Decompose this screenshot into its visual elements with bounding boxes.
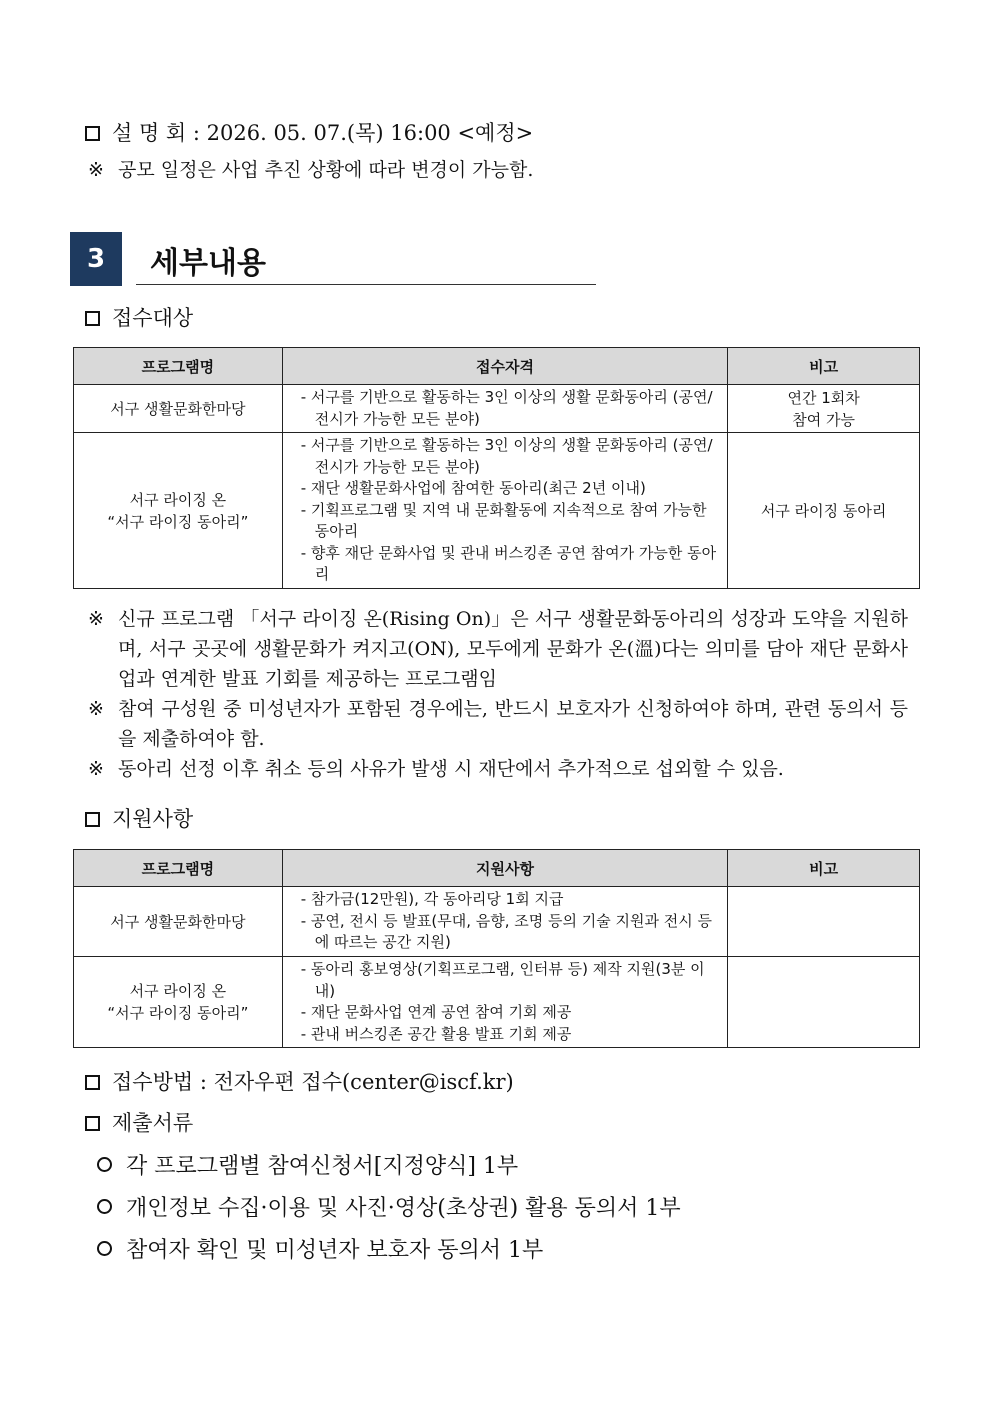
checkbox-icon bbox=[85, 126, 100, 141]
checkbox-icon bbox=[85, 1116, 100, 1131]
submission-label: 접수방법 bbox=[112, 1070, 194, 1094]
document-item bbox=[97, 1149, 518, 1180]
program-name: 서구 라이징 온 bbox=[129, 982, 227, 1000]
support-heading bbox=[85, 803, 193, 833]
list-item: - 재단 문화사업 연계 공연 참여 기회 제공 bbox=[300, 1003, 572, 1021]
document-text: 참여자 확인 및 미성년자 보호자 동의서 1부 bbox=[126, 1238, 544, 1263]
items-cell bbox=[282, 957, 727, 1048]
program-name: 서구 생활문화한마당 bbox=[110, 912, 246, 931]
program-subname: “서구 라이징 동아리” bbox=[107, 1004, 249, 1022]
list-item: - 참가금(12만원), 각 동아리당 1회 지급 bbox=[300, 890, 564, 909]
program-name: 서구 라이징 온 bbox=[129, 490, 227, 509]
header-program: 프로그램명 bbox=[74, 348, 283, 385]
document-text: 각 프로그램별 참여신청서[지정양식] 1부 bbox=[126, 1154, 519, 1179]
document-item bbox=[97, 1233, 543, 1264]
list-item: - 재단 생활문화사업에 참여한 동아리(최근 2년 이내) bbox=[300, 479, 646, 498]
list-item: - 기획프로그램 및 지역 내 문화활동에 지속적으로 참여 가능한 동아리 bbox=[300, 500, 707, 541]
remark-cell bbox=[728, 957, 920, 1048]
note-mark: ※ bbox=[88, 608, 104, 630]
table-row bbox=[74, 957, 920, 1048]
documents-heading bbox=[85, 1107, 193, 1137]
circle-bullet-icon bbox=[97, 1199, 112, 1214]
remark-cell bbox=[728, 433, 920, 589]
section-number: 3 bbox=[70, 232, 122, 286]
remark-line: 연간 1회차 bbox=[787, 388, 860, 407]
program-cell bbox=[74, 385, 283, 433]
list-item: - 향후 재단 문화사업 및 관내 버스킹존 공연 참여가 가능한 동아리 bbox=[300, 543, 717, 584]
checkbox-icon bbox=[85, 812, 100, 827]
remark-cell bbox=[728, 385, 920, 433]
briefing-label: 설 명 회 bbox=[112, 121, 187, 145]
briefing-note bbox=[88, 155, 908, 185]
checkbox-icon bbox=[85, 311, 100, 326]
note-1 bbox=[88, 604, 908, 694]
documents-heading-text: 제출서류 bbox=[112, 1111, 194, 1135]
header-remark: 비고 bbox=[728, 348, 920, 385]
program-cell bbox=[74, 433, 283, 589]
list-item: - 서구를 기반으로 활동하는 3인 이상의 생활 문화동아리 (공연/전시가 가능한 모든 분야) bbox=[300, 388, 713, 428]
remark-cell bbox=[728, 887, 920, 957]
table-row bbox=[74, 887, 920, 957]
table-header-row bbox=[74, 348, 920, 385]
table-row bbox=[74, 433, 920, 589]
list-item: - 서구를 기반으로 활동하는 3인 이상의 생활 문화동아리 (공연/전시가 가능한 모든 분야) bbox=[300, 436, 713, 476]
table-header-row bbox=[74, 850, 920, 887]
header-eligibility: 접수자격 bbox=[282, 348, 727, 385]
briefing-line bbox=[85, 117, 533, 147]
note-text: 참여 구성원 중 미성년자가 포함된 경우에는, 반드시 보호자가 신청하여야 하며, 관련 동의서 등을 제출하여야 함. bbox=[118, 698, 908, 750]
program-cell bbox=[74, 957, 283, 1048]
note-mark: ※ bbox=[88, 758, 104, 780]
submission-line bbox=[85, 1066, 514, 1096]
eligibility-heading-text: 접수대상 bbox=[112, 306, 194, 330]
note-mark: ※ bbox=[88, 698, 104, 720]
circle-bullet-icon bbox=[97, 1157, 112, 1172]
section-title: 세부내용 bbox=[150, 246, 266, 281]
header-remark: 비고 bbox=[728, 850, 920, 887]
program-subname: “서구 라이징 동아리” bbox=[107, 512, 249, 531]
briefing-value: : 2026. 05. 07.(목) 16:00 <예정> bbox=[192, 121, 534, 145]
list-item: - 동아리 홍보영상(기획프로그램, 인터뷰 등) 제작 지원(3분 이내) bbox=[300, 960, 705, 1000]
remark-line: 서구 라이징 동아리 bbox=[760, 501, 887, 520]
items-cell bbox=[282, 433, 727, 589]
list-item: - 관내 버스킹존 공간 활용 발표 기회 제공 bbox=[300, 1024, 572, 1043]
submission-value: : 전자우편 접수(center@iscf.kr) bbox=[199, 1070, 514, 1094]
note-mark: ※ bbox=[88, 159, 104, 181]
section-rule bbox=[136, 284, 596, 285]
note-2 bbox=[88, 694, 908, 754]
items-cell bbox=[282, 887, 727, 957]
eligibility-table bbox=[73, 347, 920, 589]
note-text: 동아리 선정 이후 취소 등의 사유가 발생 시 재단에서 추가적으로 섭외할 수 있음. bbox=[118, 758, 784, 780]
program-name: 서구 생활문화한마당 bbox=[110, 399, 246, 418]
document-text: 개인정보 수집·이용 및 사진·영상(초상권) 활용 동의서 1부 bbox=[126, 1196, 681, 1221]
eligibility-heading bbox=[85, 302, 193, 332]
list-item: - 공연, 전시 등 발표(무대, 음향, 조명 등의 기술 지원과 전시 등에 따르는 공간 지원) bbox=[300, 911, 713, 952]
note-3 bbox=[88, 754, 908, 784]
checkbox-icon bbox=[85, 1075, 100, 1090]
support-heading-text: 지원사항 bbox=[112, 807, 194, 831]
program-cell bbox=[74, 887, 283, 957]
circle-bullet-icon bbox=[97, 1241, 112, 1256]
document-item bbox=[97, 1191, 681, 1222]
briefing-note-text: 공모 일정은 사업 추진 상황에 따라 변경이 가능함. bbox=[118, 159, 534, 181]
note-text: 신규 프로그램 「서구 라이징 온(Rising On)」은 서구 생활문화동아리의 성장과 도약을 지원하며, 서구 곳곳에 생활문화가 켜지고(ON), 모두에게 문화가 온(溫)다는 의미를 담아 재단 문화사업과 연계한 발표 기회를 제공하는 프로그램임 bbox=[118, 608, 908, 690]
header-program: 프로그램명 bbox=[74, 850, 283, 887]
remark-line: 참여 가능 bbox=[792, 410, 855, 429]
items-cell bbox=[282, 385, 727, 433]
table-row bbox=[74, 385, 920, 433]
support-table bbox=[73, 849, 920, 1048]
header-support: 지원사항 bbox=[282, 850, 727, 887]
